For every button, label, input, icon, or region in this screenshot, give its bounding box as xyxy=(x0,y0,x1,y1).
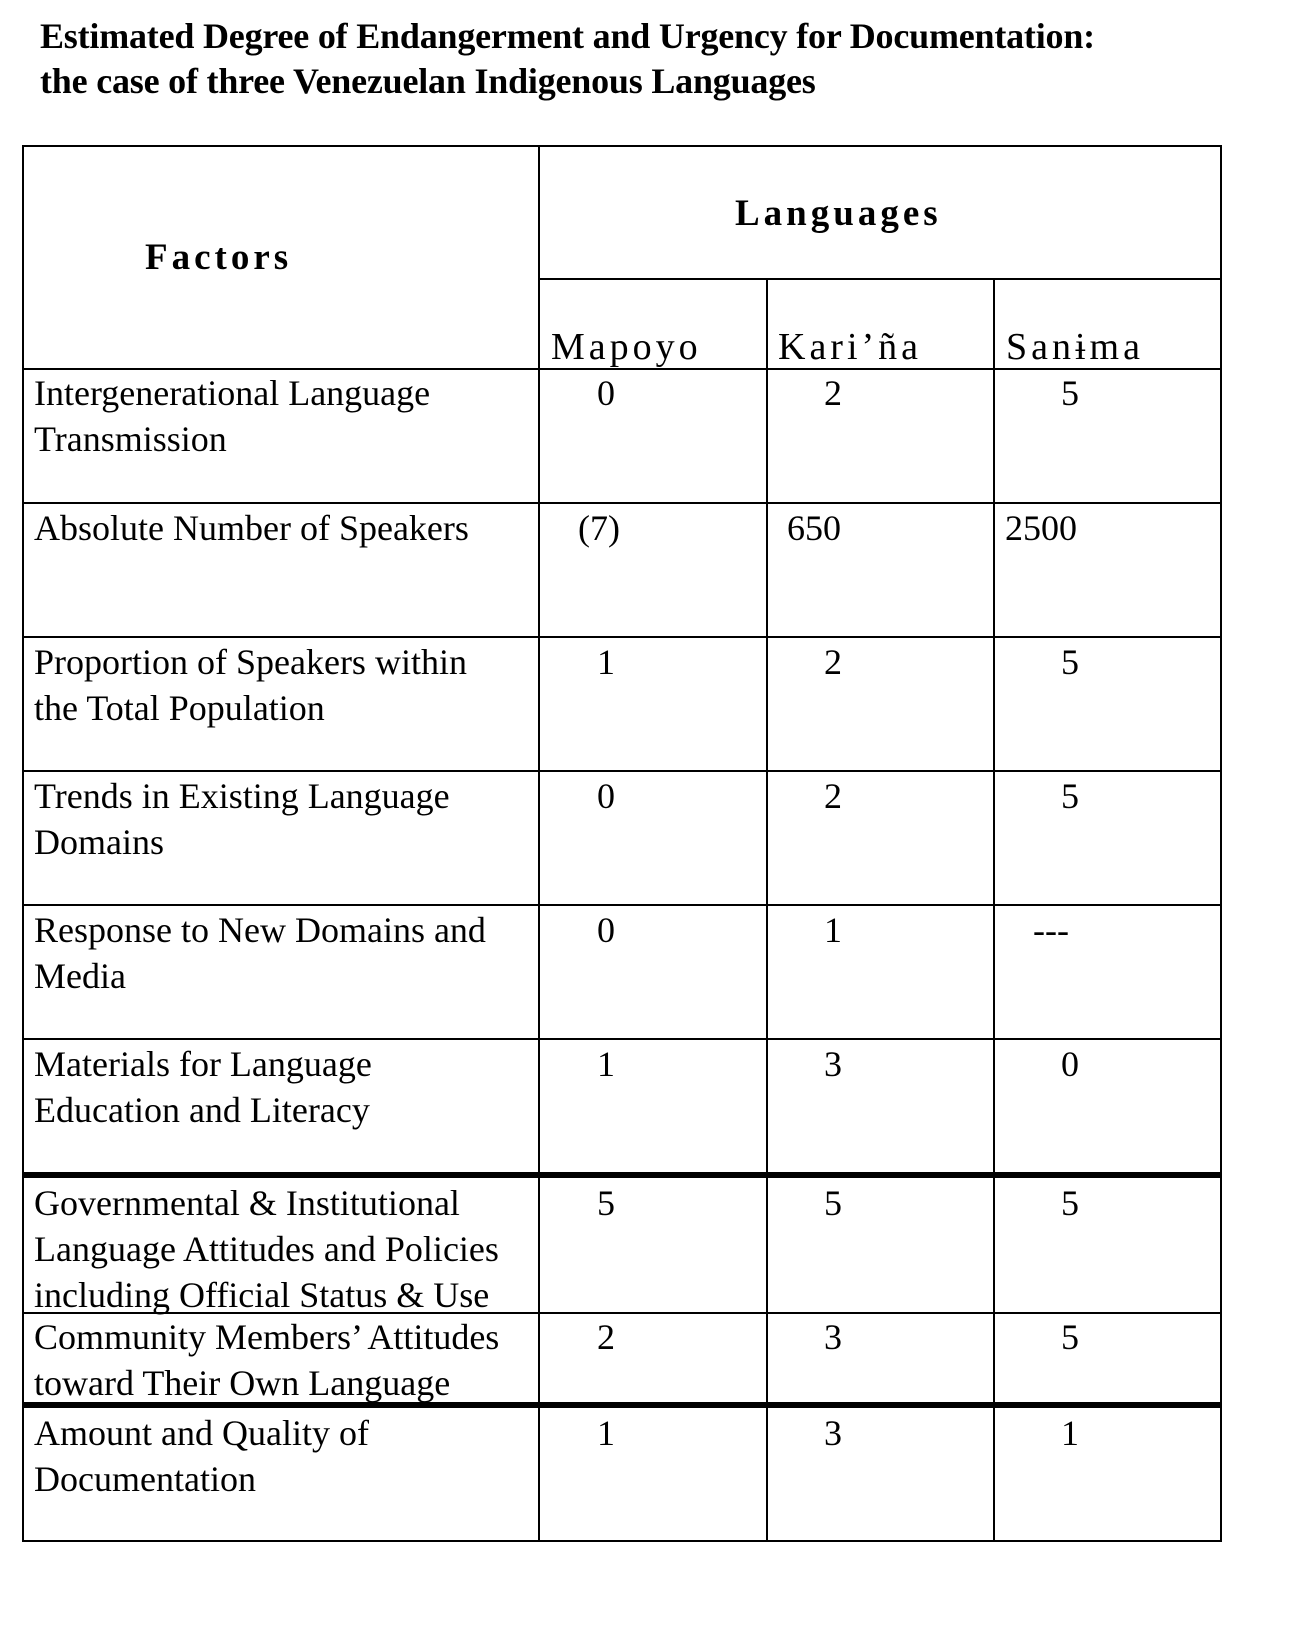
value-mapoyo: 0 xyxy=(597,373,615,413)
language-header-sanima: Sanɨma xyxy=(1006,326,1144,368)
title-line-2: the case of three Venezuelan Indigenous Languages xyxy=(40,61,816,101)
factor-proportion-of-speakers: Proportion of Speakers within the Total Population xyxy=(34,642,467,728)
factor-trends-in-existing-domains: Trends in Existing Language Domains xyxy=(34,776,450,862)
value-mapoyo: 0 xyxy=(597,776,615,816)
value-sanima: 5 xyxy=(1061,1183,1079,1223)
language-column-divider xyxy=(993,278,995,1542)
value-sanima: 5 xyxy=(1061,642,1079,682)
table-top-border xyxy=(22,145,1222,147)
row-divider xyxy=(22,770,1222,772)
value-sanima: 0 xyxy=(1061,1044,1079,1084)
value-sanima: 5 xyxy=(1061,776,1079,816)
value-karina: 650 xyxy=(787,508,841,548)
value-mapoyo: 1 xyxy=(597,642,615,682)
title-line-1: Estimated Degree of Endangerment and Urgency for Documentation: xyxy=(40,16,1095,56)
value-karina: 3 xyxy=(824,1317,842,1357)
value-mapoyo: 1 xyxy=(597,1044,615,1084)
value-karina: 3 xyxy=(824,1044,842,1084)
value-mapoyo: (7) xyxy=(578,508,620,548)
factor-community-attitudes: Community Members’ Attitudes toward Their Own Language xyxy=(34,1317,500,1403)
row-divider xyxy=(22,502,1222,504)
table-left-border xyxy=(22,145,24,1542)
row-divider-thick xyxy=(22,1172,1222,1178)
value-mapoyo: 5 xyxy=(597,1183,615,1223)
language-header-mapoyo: Mapoyo xyxy=(551,326,702,368)
value-karina: 2 xyxy=(824,373,842,413)
row-divider xyxy=(22,636,1222,638)
value-karina: 3 xyxy=(824,1413,842,1453)
table-right-border xyxy=(1220,145,1222,1542)
value-karina: 1 xyxy=(824,910,842,950)
factor-absolute-number-of-speakers: Absolute Number of Speakers xyxy=(34,508,469,548)
value-mapoyo: 1 xyxy=(597,1413,615,1453)
value-karina: 5 xyxy=(824,1183,842,1223)
value-sanima: 1 xyxy=(1061,1413,1079,1453)
factor-response-to-new-domains: Response to New Domains and Media xyxy=(34,910,486,996)
row-divider xyxy=(22,904,1222,906)
table-bottom-border xyxy=(22,1540,1222,1542)
language-column-divider xyxy=(766,278,768,1542)
value-sanima: 5 xyxy=(1061,1317,1079,1357)
language-header-karina: Kari’ña xyxy=(778,326,923,368)
factor-governmental-attitudes: Governmental & Institutional Language Attitudes and Policies including Official Status & Use xyxy=(34,1183,499,1315)
factor-documentation: Amount and Quality of Documentation xyxy=(34,1413,369,1499)
value-mapoyo: 0 xyxy=(597,910,615,950)
factors-header: Factors xyxy=(145,237,293,278)
value-mapoyo: 2 xyxy=(597,1317,615,1357)
row-divider xyxy=(22,1038,1222,1040)
factor-intergenerational-transmission: Intergenerational Language Transmission xyxy=(34,373,431,459)
value-sanima: 2500 xyxy=(1005,508,1077,548)
value-karina: 2 xyxy=(824,776,842,816)
value-karina: 2 xyxy=(824,642,842,682)
languages-header: Languages xyxy=(735,193,942,234)
languages-header-divider xyxy=(540,278,1222,280)
value-sanima: --- xyxy=(1033,910,1069,950)
factor-materials-for-education: Materials for Language Education and Literacy xyxy=(34,1044,372,1130)
value-sanima: 5 xyxy=(1061,373,1079,413)
